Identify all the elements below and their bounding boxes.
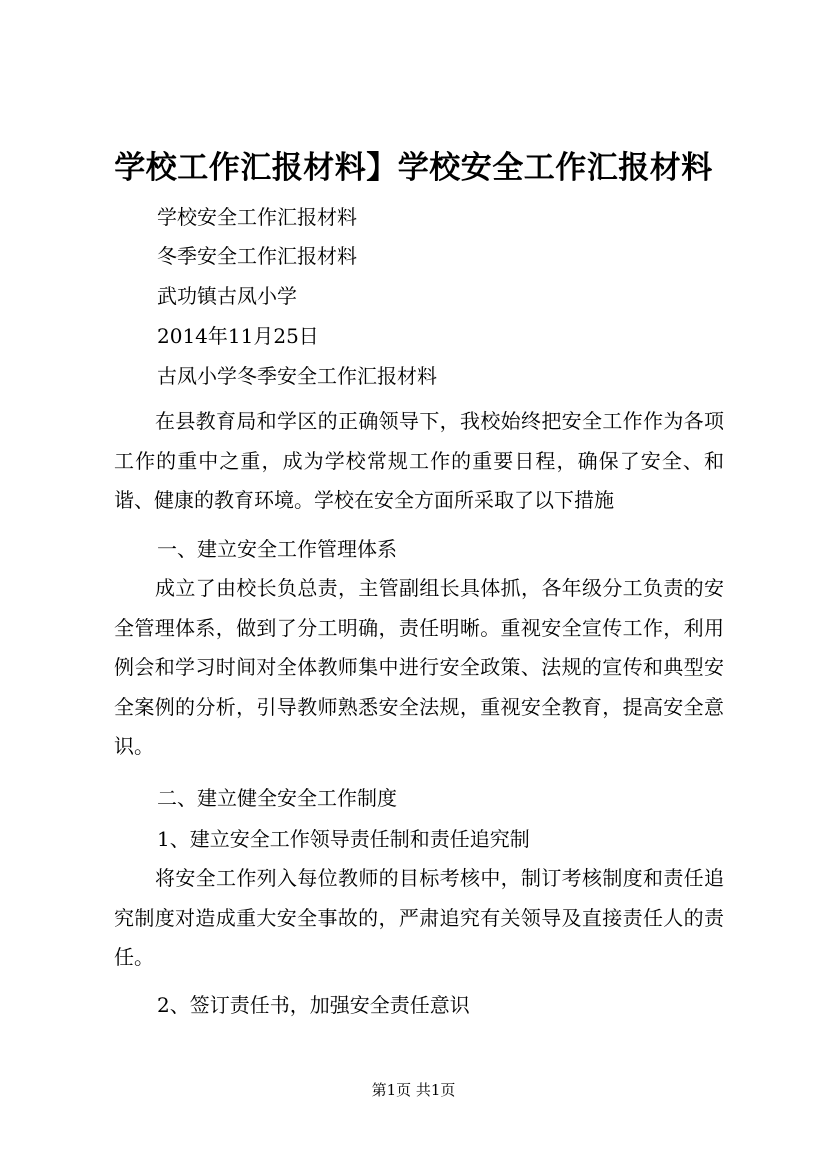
document-title: 学校工作汇报材料】学校安全工作汇报材料 xyxy=(114,150,713,186)
report-heading: 古凤小学冬季安全工作汇报材料 xyxy=(157,364,437,388)
subsection-1-paragraph: 将安全工作列入每位教师的目标考核中，制订考核制度和责任追究制度对造成重大安全事故的，严肃追究有关领导及直接责任人的责任。 xyxy=(114,866,724,970)
subsection-heading-1: 1、建立安全工作领导责任制和责任追究制 xyxy=(157,827,530,851)
intro-paragraph: 在县教育局和学区的正确领导下，我校始终把安全工作作为各项工作的重中之重，成为学校常规工作的重要日程，确保了安全、和谐、健康的教育环境。学校在安全方面所采取了以下措施 xyxy=(114,409,724,513)
section-heading-2: 二、建立健全安全工作制度 xyxy=(157,786,397,810)
school-name: 武功镇古凤小学 xyxy=(157,284,297,308)
section-heading-1: 一、建立安全工作管理体系 xyxy=(157,537,397,561)
subsection-heading-2: 2、签订责任书，加强安全责任意识 xyxy=(157,993,470,1017)
page-footer: 第1页 共1页 xyxy=(371,1081,456,1099)
section-1-paragraph: 成立了由校长负总责，主管副组长具体抓，各年级分工负责的安全管理体系，做到了分工明确，责任明晰。重视安全宣传工作，利用例会和学习时间对全体教师集中进行安全政策、法规的宣传和典型安全案例的分析，引导教师熟悉安全法规，重视安全教育，提高安全意识。 xyxy=(114,576,724,759)
subtitle-line: 学校安全工作汇报材料 xyxy=(157,205,357,229)
document-date: 2014年11月25日 xyxy=(157,324,319,348)
subtitle-line: 冬季安全工作汇报材料 xyxy=(157,244,357,268)
